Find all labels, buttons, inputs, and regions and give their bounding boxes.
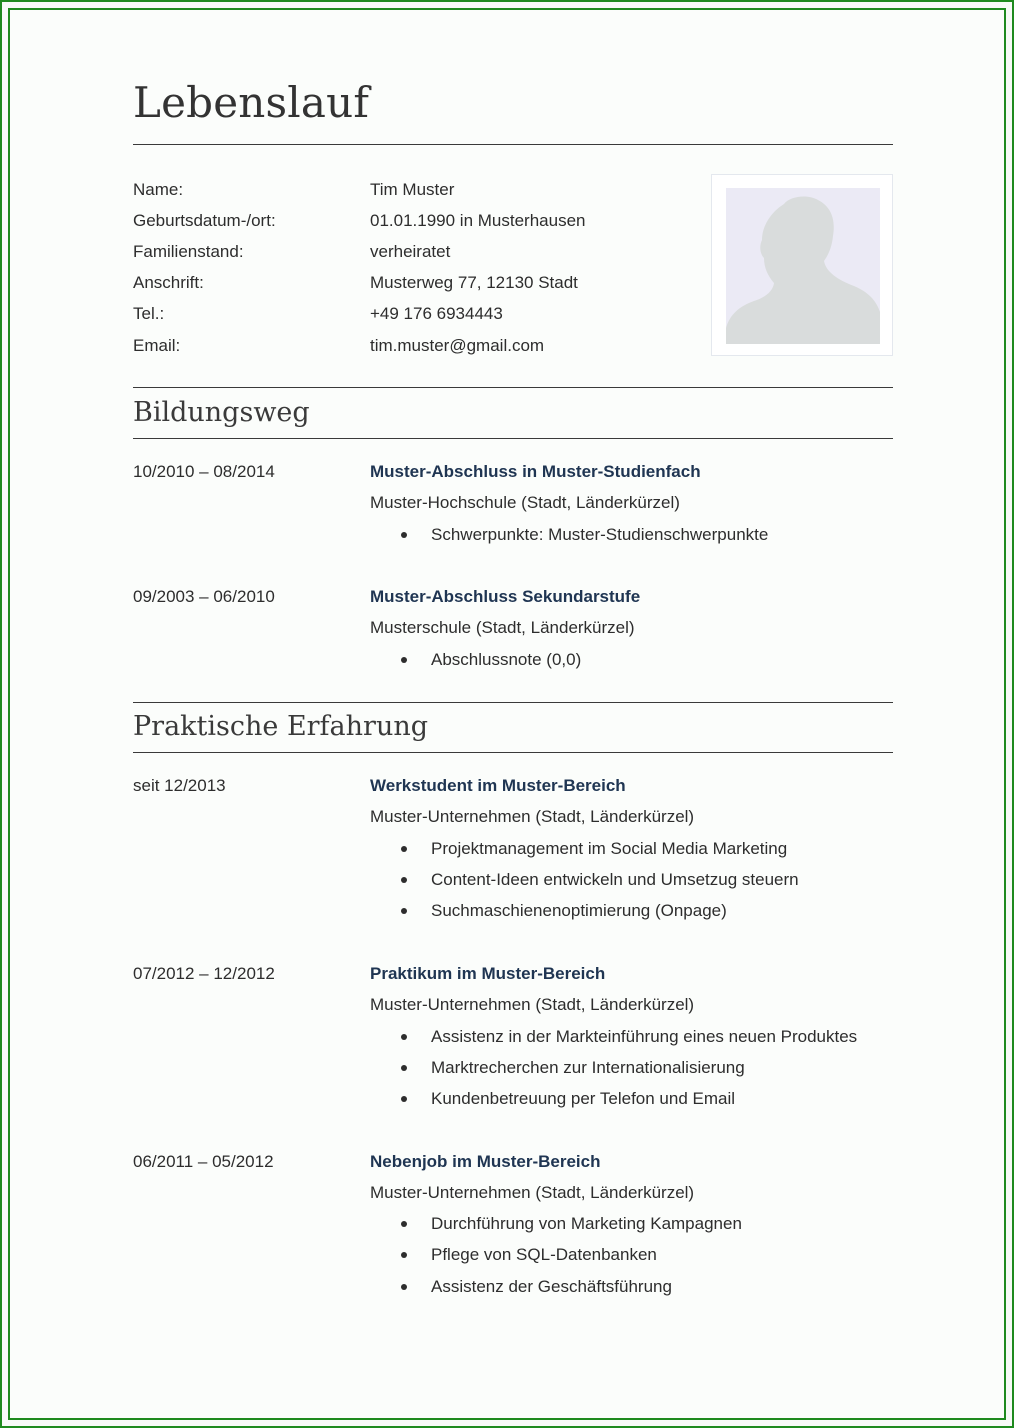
- birth-label: Geburtsdatum-/ort:: [133, 211, 276, 230]
- bullet-icon: [401, 1096, 407, 1102]
- title-divider: [133, 144, 893, 145]
- name-label: Name:: [133, 180, 184, 199]
- phone-value: +49 176 6934443: [370, 304, 503, 323]
- marital-label: Familienstand:: [133, 242, 244, 261]
- name-value: Tim Muster: [370, 180, 455, 199]
- education-heading: Muster-Abschluss in Muster-Studienfach: [370, 462, 701, 481]
- experience-place: Muster-Unternehmen (Stadt, Länderkürzel): [370, 807, 695, 826]
- email-label: Email:: [133, 336, 181, 355]
- experience-place: Muster-Unternehmen (Stadt, Länderkürzel): [370, 995, 695, 1014]
- experience-bullet: Marktrecherchen zur Internationalisierung: [431, 1058, 745, 1077]
- experience-heading: Werkstudent im Muster-Bereich: [370, 776, 626, 795]
- experience-bullet: Kundenbetreuung per Telefon und Email: [431, 1089, 736, 1108]
- photo-background: [726, 188, 880, 344]
- experience-date: seit 12/2013: [133, 776, 226, 795]
- bullet-icon: [401, 877, 407, 883]
- bullet-icon: [401, 1221, 407, 1227]
- education-date: 09/2003 – 06/2010: [133, 587, 275, 606]
- education-section-title: Bildungsweg: [133, 397, 310, 428]
- address-label: Anschrift:: [133, 273, 204, 292]
- document-title: Lebenslauf: [133, 78, 370, 127]
- bullet-icon: [401, 846, 407, 852]
- experience-bullet: Content-Ideen entwickeln und Umsetzug steuern: [431, 870, 799, 889]
- education-date: 10/2010 – 08/2014: [133, 462, 275, 481]
- education-heading: Muster-Abschluss Sekundarstufe: [370, 587, 641, 606]
- bullet-icon: [401, 1252, 407, 1258]
- experience-bullet: Assistenz der Geschäftsführung: [431, 1277, 672, 1296]
- experience-bullet: Projektmanagement im Social Media Marketing: [431, 839, 788, 858]
- birth-value: 01.01.1990 in Musterhausen: [370, 211, 586, 230]
- person-silhouette-icon: [726, 188, 880, 344]
- experience-bottom-rule: [133, 752, 893, 753]
- experience-heading: Praktikum im Muster-Bereich: [370, 964, 606, 983]
- bullet-icon: [401, 1034, 407, 1040]
- experience-bullet: Assistenz in der Markteinführung eines neuen Produktes: [431, 1027, 858, 1046]
- experience-date: 07/2012 – 12/2012: [133, 964, 275, 983]
- address-value: Musterweg 77, 12130 Stadt: [370, 273, 578, 292]
- experience-date: 06/2011 – 05/2012: [133, 1152, 274, 1171]
- experience-bullet: Pflege von SQL-Datenbanken: [431, 1245, 657, 1264]
- bullet-icon: [401, 1065, 407, 1071]
- experience-bullet: Durchführung von Marketing Kampagnen: [431, 1214, 742, 1233]
- bullet-icon: [401, 657, 407, 663]
- experience-place: Muster-Unternehmen (Stadt, Länderkürzel): [370, 1183, 695, 1202]
- education-place: Musterschule (Stadt, Länderkürzel): [370, 618, 635, 637]
- education-bullet: Abschlussnote (0,0): [431, 650, 582, 669]
- bullet-icon: [401, 1284, 407, 1290]
- experience-top-rule: [133, 702, 893, 703]
- education-bullet: Schwerpunkte: Muster-Studienschwerpunkte: [431, 525, 769, 544]
- education-top-rule: [133, 387, 893, 388]
- education-bottom-rule: [133, 438, 893, 439]
- experience-heading: Nebenjob im Muster-Bereich: [370, 1152, 601, 1171]
- experience-bullet: Suchmaschienenoptimierung (Onpage): [431, 901, 727, 920]
- experience-section-title: Praktische Erfahrung: [133, 711, 429, 742]
- profile-photo: [711, 174, 893, 356]
- phone-label: Tel.:: [133, 304, 165, 323]
- education-place: Muster-Hochschule (Stadt, Länderkürzel): [370, 493, 680, 512]
- bullet-icon: [401, 532, 407, 538]
- email-value: tim.muster@gmail.com: [370, 336, 545, 355]
- bullet-icon: [401, 908, 407, 914]
- marital-value: verheiratet: [370, 242, 451, 261]
